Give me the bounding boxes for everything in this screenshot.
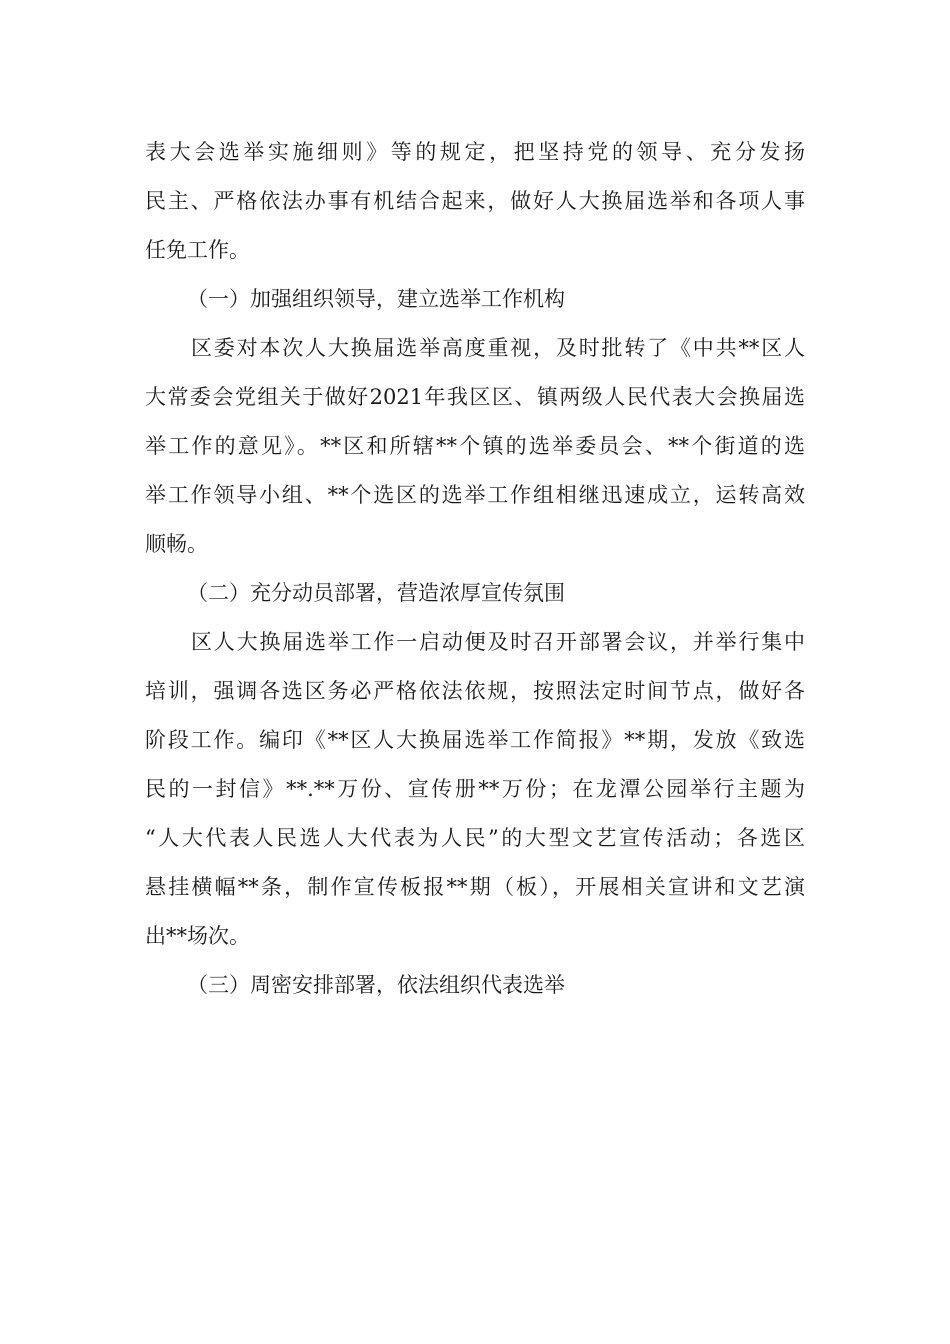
paragraph-line: 表大会选举实施细则》等的规定，把坚持党的领导、充分发扬 xyxy=(145,140,805,164)
paragraph-line: 区委对本次人大换届选举高度重视，及时批转了《中共**区人 xyxy=(191,336,805,360)
paragraph-line: 培训，强调各选区务必严格依法依规，按照法定时间节点，做好各 xyxy=(145,679,805,703)
section-heading-1: （一）加强组织领导，建立选举工作机构 xyxy=(187,287,565,311)
document-body xyxy=(145,128,805,1010)
section-heading-2: （二）充分动员部署，营造浓厚宣传氛围 xyxy=(187,581,565,605)
paragraph-line: 任免工作。 xyxy=(145,238,250,262)
paragraph-line: 民的一封信》**.**万份、宣传册**万份；在龙潭公园举行主题为 xyxy=(145,777,805,801)
paragraph-line: 举工作的意见》。**区和所辖**个镇的选举委员会、**个街道的选 xyxy=(145,434,805,458)
paragraph-line: 大常委会党组关于做好2021年我区区、镇两级人民代表大会换届选 xyxy=(145,385,805,409)
paragraph-line: 区人大换届选举工作一启动便及时召开部署会议，并举行集中 xyxy=(191,630,805,654)
paragraph-line: 悬挂横幅**条，制作宣传板报**期（板），开展相关宣讲和文艺演 xyxy=(145,875,805,899)
paragraph-line: “人大代表人民选人大代表为人民”的大型文艺宣传活动；各选区 xyxy=(145,826,805,850)
paragraph-line: 举工作领导小组、**个选区的选举工作组相继迅速成立，运转高效 xyxy=(145,483,805,507)
paragraph-line: 出**场次。 xyxy=(145,924,250,948)
paragraph-line: 顺畅。 xyxy=(145,532,208,556)
paragraph-line: 民主、严格依法办事有机结合起来，做好人大换届选举和各项人事 xyxy=(145,189,805,213)
paragraph-line: 阶段工作。编印《**区人大换届选举工作简报》**期，发放《致选 xyxy=(145,728,805,752)
section-heading-3: （三）周密安排部署，依法组织代表选举 xyxy=(187,973,565,997)
